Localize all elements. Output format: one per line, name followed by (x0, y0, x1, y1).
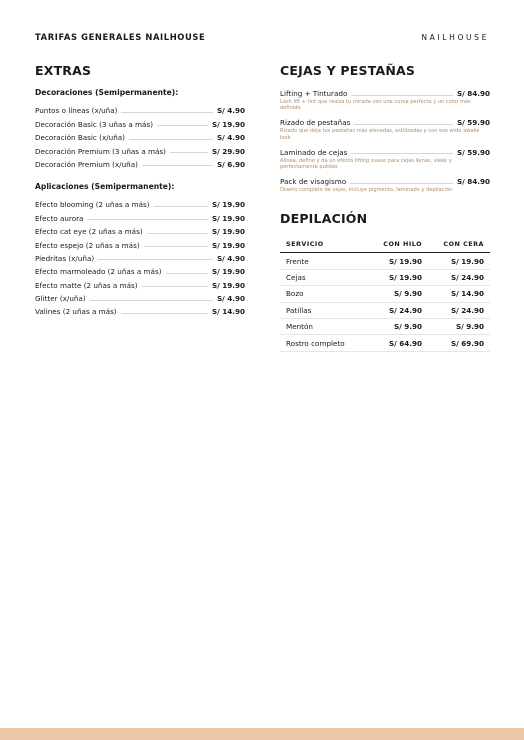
cell-con-cera: S/ 24.90 (422, 269, 490, 285)
table-row (280, 318, 490, 334)
cejas-item-name: Lifting + Tinturado (280, 89, 348, 98)
brand-logo: NAILHOUSE (421, 33, 489, 42)
decoracion-item-row (35, 102, 245, 115)
cejas-item-row (280, 176, 490, 186)
cejas-item (280, 88, 490, 111)
table-header-row (280, 235, 490, 253)
cell-con-cera: S/ 24.90 (422, 302, 490, 318)
aplicacion-item-row (35, 196, 245, 209)
cell-con-cera: S/ 9.90 (422, 318, 490, 334)
dotted-leader (142, 286, 208, 287)
dotted-leader (87, 219, 207, 220)
decoracion-item-row (35, 115, 245, 128)
dotted-leader (157, 125, 208, 126)
aplicacion-item-row (35, 223, 245, 236)
dotted-leader (350, 183, 453, 184)
aplicacion-item-row (35, 290, 245, 303)
cell-servicio: Frente (280, 253, 360, 269)
aplicacion-item-name: Efecto blooming (2 uñas a más) (35, 200, 150, 210)
aplicacion-item-row (35, 236, 245, 249)
aplicacion-item-row (35, 276, 245, 289)
aplicacion-item-row (35, 209, 245, 222)
aplicacion-item-name: Glitter (x/uña) (35, 294, 86, 304)
aplicacion-item-name: Efecto cat eye (2 uñas a más) (35, 227, 143, 237)
cell-con-hilo: S/ 24.90 (360, 302, 422, 318)
cejas-item (280, 176, 490, 193)
aplicacion-item-price: S/ 4.90 (216, 253, 245, 263)
dotted-leader (154, 206, 208, 207)
cejas-item-name: Rizado de pestañas (280, 118, 351, 128)
dotted-leader (351, 153, 453, 154)
decoracion-item-name: Decoración Premium (3 uñas a más) (35, 146, 166, 156)
cell-con-hilo: S/ 64.90 (360, 335, 422, 351)
aplicacion-item-row (35, 263, 245, 276)
dotted-leader (90, 300, 213, 301)
dotted-leader (147, 233, 208, 234)
header-servicio: SERVICIO (280, 235, 360, 253)
table-row (280, 269, 490, 285)
cell-servicio: Cejas (280, 269, 360, 285)
dotted-leader (354, 124, 453, 125)
aplicacion-item-name: Efecto aurora (35, 213, 84, 223)
cell-servicio: Patillas (280, 302, 360, 318)
cell-con-hilo: S/ 9.90 (360, 318, 422, 334)
cejas-item-price: S/ 84.90 (456, 89, 490, 98)
cell-servicio: Bozo (280, 286, 360, 302)
cejas-item-row (280, 88, 490, 98)
decoracion-item-price: S/ 19.90 (211, 119, 245, 129)
decoracion-item-price: S/ 4.90 (216, 133, 245, 143)
dotted-leader (129, 139, 213, 140)
dotted-leader (98, 259, 213, 260)
decoracion-item-row (35, 129, 245, 142)
cejas-item-price: S/ 59.90 (456, 118, 490, 128)
aplicacion-item-price: S/ 19.90 (211, 213, 245, 223)
decoracion-item-name: Decoración Basic (x/uña) (35, 133, 125, 143)
extras-section (35, 63, 245, 316)
cejas-item-description: Rizado que deja tus pestañas más elevadas, estilizadas y con ese wide awake look (280, 128, 480, 141)
aplicaciones-list (35, 196, 245, 317)
cejas-item-description: Lash lift + tint que realza tu mirada con una curva perfecta y un color más definido (280, 99, 471, 112)
cell-servicio: Mentón (280, 318, 360, 334)
aplicacion-item-name: Efecto marmoleado (2 uñas a más) (35, 267, 162, 277)
extras-title: EXTRAS (35, 63, 92, 78)
dotted-leader (121, 112, 213, 113)
aplicacion-item-price: S/ 19.90 (211, 200, 245, 210)
cejas-item (280, 117, 490, 140)
dotted-leader (144, 246, 208, 247)
decoracion-item-row (35, 142, 245, 155)
depilacion-title: DEPILACIÓN (280, 211, 368, 227)
cejas-item-row (280, 147, 490, 157)
decoraciones-list (35, 102, 245, 169)
aplicacion-item-name: Valines (2 uñas a más) (35, 307, 117, 317)
cejas-item-price: S/ 59.90 (456, 147, 490, 157)
cell-con-hilo: S/ 19.90 (360, 253, 422, 269)
dotted-leader (142, 165, 213, 166)
decoracion-item-name: Decoración Premium (x/uña) (35, 159, 138, 169)
decoracion-item-name: Puntos o líneas (x/uña) (35, 106, 118, 116)
cell-con-cera: S/ 69.90 (422, 335, 490, 351)
header-con-hilo: CON HILO (360, 235, 422, 253)
cell-con-cera: S/ 19.90 (422, 253, 490, 269)
aplicacion-item-price: S/ 19.90 (211, 240, 245, 250)
cejas-list (280, 88, 490, 193)
cejas-item-row (280, 117, 490, 127)
aplicacion-item-price: S/ 14.90 (211, 307, 245, 317)
aplicacion-item-name: Efecto espejo (2 uñas a más) (35, 240, 140, 250)
cejas-title: CEJAS Y PESTAÑAS (280, 63, 416, 78)
footer-band (0, 728, 524, 740)
cejas-item-name: Pack de visagismo (280, 177, 347, 187)
decoraciones-title: Decoraciones (Semipermanente): (35, 88, 179, 97)
decoracion-item-row (35, 156, 245, 169)
cejas-item-description: Alinea, define y da un efecto lifting suave para cejas llenas, sleek y perfectamente pulidas (280, 157, 452, 171)
aplicacion-item-price: S/ 19.90 (211, 280, 245, 290)
aplicacion-item-name: Efecto matte (2 uñas a más) (35, 280, 138, 290)
cejas-item-name: Laminado de cejas (280, 147, 348, 157)
cell-con-hilo: S/ 9.90 (360, 286, 422, 302)
decoracion-item-name: Decoración Basic (3 uñas a más) (35, 119, 154, 129)
dotted-leader (351, 95, 453, 96)
cejas-item-description: Diseño completo de cejas, incluye pigmento, laminado y depilación (280, 187, 453, 194)
decoracion-item-price: S/ 4.90 (216, 106, 245, 116)
aplicacion-item-price: S/ 4.90 (216, 294, 245, 304)
decoracion-item-price: S/ 6.90 (216, 159, 245, 169)
header-con-cera: CON CERA (422, 235, 490, 253)
dotted-leader (121, 313, 208, 314)
table-row (280, 302, 490, 318)
aplicaciones-title: Aplicaciones (Semipermanente): (35, 181, 175, 191)
right-column (280, 63, 490, 352)
cell-con-hilo: S/ 19.90 (360, 269, 422, 285)
dotted-leader (170, 152, 208, 153)
aplicacion-item-row (35, 250, 245, 263)
page-title: TARIFAS GENERALES NAILHOUSE (35, 32, 206, 42)
table-row (280, 335, 490, 351)
table-row (280, 286, 490, 302)
page-header (35, 32, 489, 44)
decoracion-item-price: S/ 29.90 (211, 146, 245, 156)
aplicacion-item-price: S/ 19.90 (211, 227, 245, 237)
aplicacion-item-row (35, 303, 245, 316)
depilacion-table (280, 235, 490, 351)
cell-con-cera: S/ 14.90 (422, 286, 490, 302)
cejas-item (280, 147, 490, 170)
dotted-leader (166, 273, 208, 274)
cell-servicio: Rostro completo (280, 335, 360, 351)
table-row (280, 253, 490, 269)
aplicacion-item-name: Piedritas (x/uña) (35, 253, 95, 263)
cejas-item-price: S/ 84.90 (456, 177, 490, 187)
aplicacion-item-price: S/ 19.90 (211, 267, 245, 277)
